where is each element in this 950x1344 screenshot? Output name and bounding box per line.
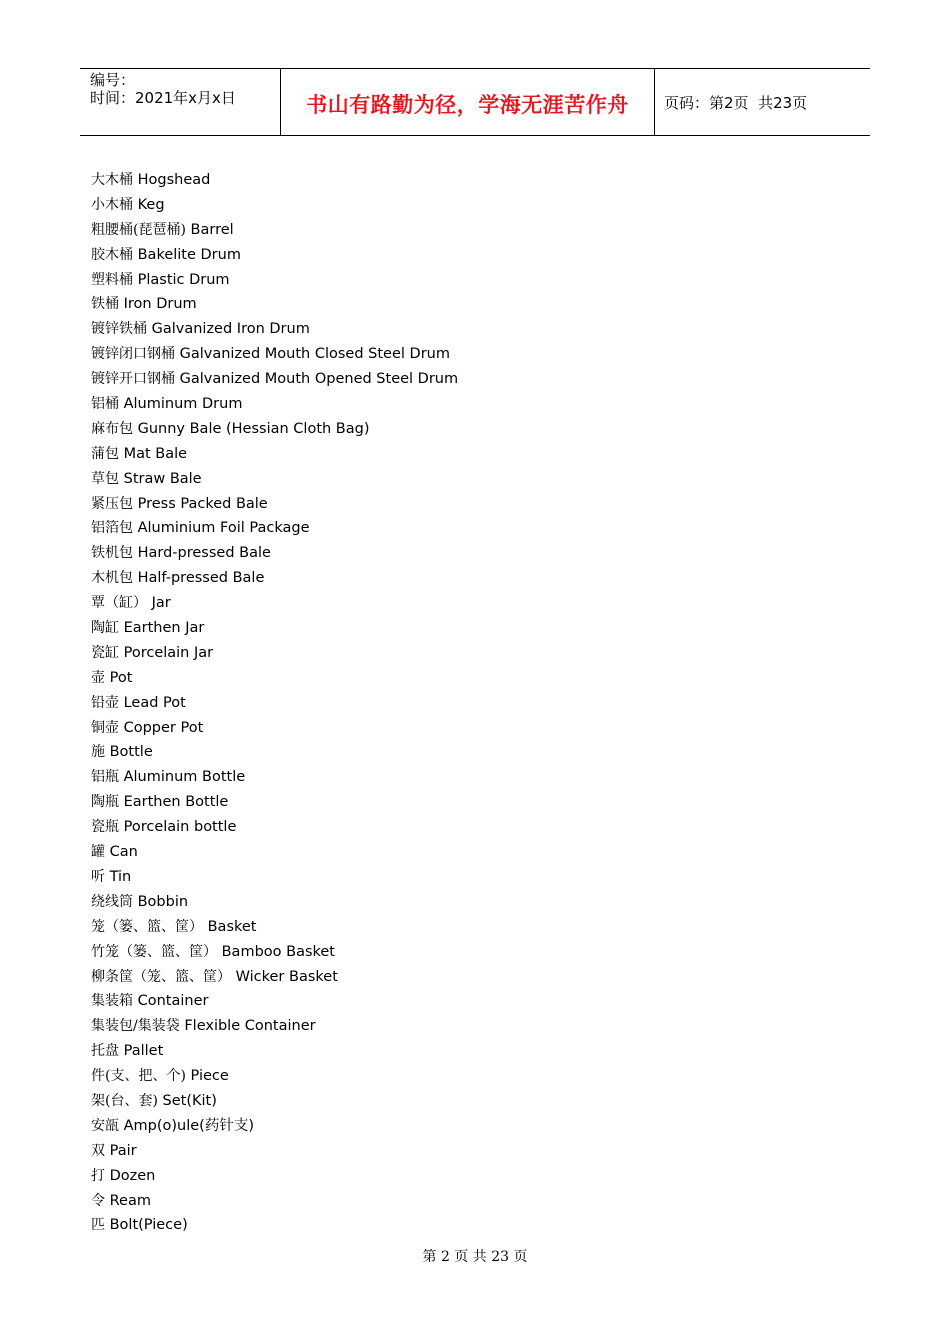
list-item: [91, 591, 851, 616]
header-page-cell: [655, 69, 870, 135]
list-item: [91, 716, 851, 741]
list-item: [91, 392, 851, 417]
page-footer: [0, 1246, 950, 1266]
term-english: Bolt(Piece): [109, 1217, 188, 1234]
term-english: Earthen Jar: [123, 620, 205, 637]
list-item: [91, 541, 851, 566]
term-chinese: 铁机包: [91, 545, 133, 562]
list-item: [91, 317, 851, 342]
list-item: [91, 492, 851, 517]
term-english: Porcelain bottle: [123, 819, 237, 836]
term-chinese: 小木桶: [91, 196, 133, 213]
term-english: Press Packed Bale: [137, 495, 268, 512]
term-english: Tin: [109, 868, 132, 885]
term-chinese: 木机包: [91, 570, 133, 587]
list-item: [91, 815, 851, 840]
term-english: Aluminium Foil Package: [137, 520, 310, 537]
term-chinese: 铁桶: [91, 296, 119, 313]
list-item: [91, 292, 851, 317]
term-chinese: 笼（篓、篮、筐）: [91, 918, 203, 935]
term-english: Porcelain Jar: [123, 644, 214, 661]
list-item: [91, 1139, 851, 1164]
term-chinese: 柳条筐（笼、篮、筐）: [91, 968, 231, 985]
term-chinese: 陶缸: [91, 620, 119, 637]
term-english: Bobbin: [137, 893, 189, 910]
term-english: Set(Kit): [162, 1092, 217, 1109]
term-chinese: 紧压包: [91, 495, 133, 512]
footer-page-number: 第 2 页 共 23 页: [422, 1249, 528, 1265]
term-chinese: 瓷瓶: [91, 819, 119, 836]
term-english: Hogshead: [137, 172, 211, 188]
term-english: Bamboo Basket: [221, 943, 335, 960]
term-english: Iron Drum: [123, 296, 197, 313]
term-chinese: 绕线筒: [91, 893, 133, 910]
term-chinese: 集装包/集装袋: [91, 1018, 180, 1035]
term-chinese: 架(台、套): [91, 1092, 158, 1109]
term-chinese: 大木桶: [91, 172, 133, 188]
header-left-cell: [80, 69, 281, 135]
term-english: Barrel: [190, 221, 234, 238]
term-chinese: 双: [91, 1142, 105, 1159]
number-label: 编号：: [90, 71, 136, 89]
list-item: [91, 467, 851, 492]
list-item: [91, 442, 851, 467]
list-item: [91, 1014, 851, 1039]
term-chinese: 匹: [91, 1217, 105, 1234]
list-item: [91, 740, 851, 765]
term-english: Plastic Drum: [137, 271, 230, 288]
list-item: [91, 940, 851, 965]
term-chinese: 镀锌开口钢桶: [91, 371, 175, 388]
term-list: [91, 168, 851, 1238]
term-chinese: 罐: [91, 844, 105, 861]
list-item: [91, 989, 851, 1014]
list-item: [91, 840, 851, 865]
list-item: [91, 616, 851, 641]
term-chinese: 托盘: [91, 1043, 119, 1060]
list-item: [91, 566, 851, 591]
time-label: 时间：2021年x月x日: [90, 89, 236, 107]
list-item: [91, 417, 851, 442]
term-english: Flexible Container: [184, 1018, 316, 1035]
motto-text: 书山有路勤为径，学海无涯苦作舟: [306, 92, 629, 117]
term-chinese: 瓷缸: [91, 644, 119, 661]
list-item: [91, 193, 851, 218]
term-chinese: 安瓿: [91, 1117, 119, 1134]
term-english: Aluminum Bottle: [123, 769, 246, 786]
term-english: Bakelite Drum: [137, 246, 241, 263]
page-header: [80, 68, 870, 136]
list-item: [91, 1089, 851, 1114]
term-chinese: 镀锌闭口钢桶: [91, 346, 175, 363]
term-chinese: 镀锌铁桶: [91, 321, 147, 338]
list-item: [91, 243, 851, 268]
term-english: Earthen Bottle: [123, 794, 229, 811]
term-english: Hard-pressed Bale: [137, 545, 271, 562]
list-item: [91, 1039, 851, 1064]
list-item: [91, 367, 851, 392]
term-english: Piece: [190, 1068, 229, 1085]
term-chinese: 草包: [91, 470, 119, 487]
term-chinese: 件(支、把、个): [91, 1068, 186, 1085]
term-english: Amp(o)ule(药针支): [123, 1117, 254, 1134]
list-item: [91, 890, 851, 915]
term-english: Keg: [137, 196, 165, 213]
term-english: Container: [137, 993, 209, 1010]
term-chinese: 集装箱: [91, 993, 133, 1010]
term-english: Wicker Basket: [235, 968, 338, 985]
term-english: Galvanized Mouth Closed Steel Drum: [179, 346, 450, 363]
term-chinese: 粗腰桶(琵琶桶): [91, 221, 186, 238]
term-chinese: 壶: [91, 669, 105, 686]
term-english: Galvanized Mouth Opened Steel Drum: [179, 371, 459, 388]
term-chinese: 铅壶: [91, 694, 119, 711]
list-item: [91, 516, 851, 541]
term-english: Mat Bale: [123, 445, 188, 462]
term-english: Ream: [109, 1192, 151, 1209]
list-item: [91, 790, 851, 815]
term-chinese: 蒲包: [91, 445, 119, 462]
list-item: [91, 1189, 851, 1214]
term-chinese: 令: [91, 1192, 105, 1209]
term-english: Half-pressed Bale: [137, 570, 265, 587]
list-item: [91, 342, 851, 367]
term-chinese: 铝桶: [91, 396, 119, 413]
term-chinese: 覃（缸）: [91, 595, 147, 612]
list-item: [91, 666, 851, 691]
term-chinese: 铜壶: [91, 719, 119, 736]
term-chinese: 听: [91, 868, 105, 885]
list-item: [91, 765, 851, 790]
list-item: [91, 1064, 851, 1089]
header-page-label: 页码：第2页 共23页: [664, 93, 808, 112]
list-item: [91, 168, 851, 193]
list-item: [91, 268, 851, 293]
term-chinese: 陶瓶: [91, 794, 119, 811]
term-english: Copper Pot: [123, 719, 204, 736]
term-english: Pot: [109, 669, 133, 686]
list-item: [91, 865, 851, 890]
term-english: Straw Bale: [123, 470, 202, 487]
term-chinese: 打: [91, 1167, 105, 1184]
list-item: [91, 218, 851, 243]
term-english: Gunny Bale (Hessian Cloth Bag): [137, 420, 370, 437]
list-item: [91, 1213, 851, 1238]
list-item: [91, 965, 851, 990]
term-english: Can: [109, 844, 138, 861]
term-english: Galvanized Iron Drum: [151, 321, 310, 338]
term-english: Jar: [151, 595, 171, 612]
header-motto-cell: [281, 69, 655, 135]
term-english: Basket: [207, 918, 257, 935]
term-chinese: 铝箔包: [91, 520, 133, 537]
list-item: [91, 691, 851, 716]
term-english: Pallet: [123, 1043, 164, 1060]
term-chinese: 胶木桶: [91, 246, 133, 263]
list-item: [91, 1114, 851, 1139]
term-english: Lead Pot: [123, 694, 186, 711]
list-item: [91, 1164, 851, 1189]
term-chinese: 铝瓶: [91, 769, 119, 786]
term-english: Dozen: [109, 1167, 156, 1184]
list-item: [91, 641, 851, 666]
term-chinese: 塑料桶: [91, 271, 133, 288]
term-english: Pair: [109, 1142, 137, 1159]
term-chinese: 施: [91, 744, 105, 761]
term-english: Aluminum Drum: [123, 396, 243, 413]
term-english: Bottle: [109, 744, 153, 761]
list-item: [91, 915, 851, 940]
term-chinese: 麻布包: [91, 420, 133, 437]
term-chinese: 竹笼（篓、篮、筐）: [91, 943, 217, 960]
